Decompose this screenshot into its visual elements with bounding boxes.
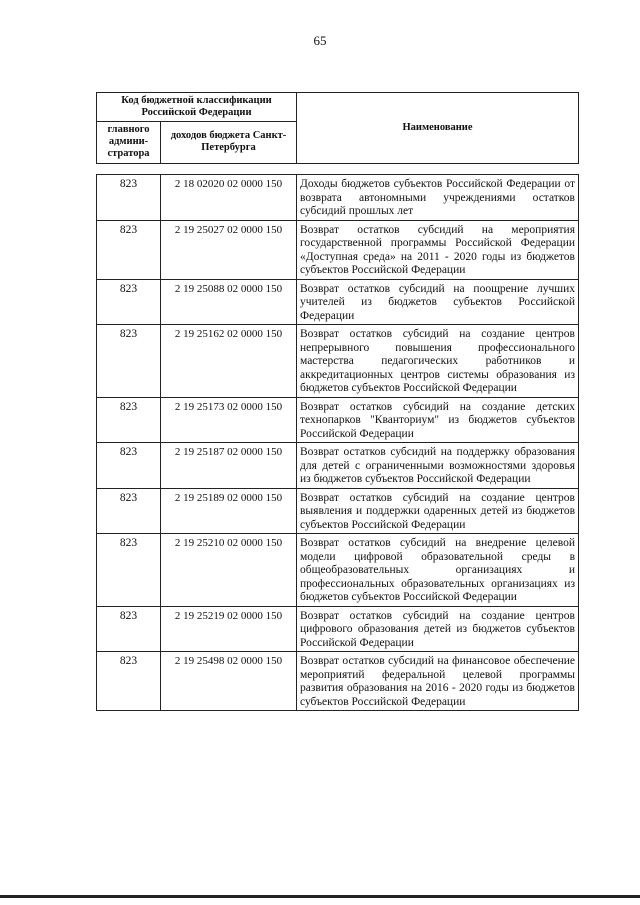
name-cell: Возврат остатков субсидий на создание центров выявления и поддержки одаренных детей из бюджетов субъектов Российской Федерации <box>297 488 579 534</box>
budget-codes-table <box>96 174 579 711</box>
name-column-header: Наименование <box>297 93 579 164</box>
income-code-cell: 2 19 25219 02 0000 150 <box>161 606 297 652</box>
income-code-cell: 2 19 25162 02 0000 150 <box>161 325 297 398</box>
budget-classification-header: Код бюджетной классификации Российской Федерации <box>97 93 297 122</box>
income-code-cell: 2 19 25088 02 0000 150 <box>161 279 297 325</box>
admin-code-cell: 823 <box>97 279 161 325</box>
name-cell: Возврат остатков субсидий на создание центров непрерывного повышения профессионального мастерства педагогических работников и аккредитационных центров системы образования из бюджетов субъектов Российской Федерации <box>297 325 579 398</box>
income-code-cell: 2 18 02020 02 0000 150 <box>161 175 297 221</box>
table-row <box>97 279 579 325</box>
income-code-cell: 2 19 25210 02 0000 150 <box>161 534 297 607</box>
table-row <box>97 652 579 711</box>
name-cell: Возврат остатков субсидий на поддержку образования для детей с ограниченными возможностями здоровья из бюджетов субъектов Российской Федерации <box>297 443 579 489</box>
name-cell: Возврат остатков субсидий на создание детских технопарков "Кванториум" из бюджетов субъектов Российской Федерации <box>297 397 579 443</box>
table-row <box>97 175 579 221</box>
table-row <box>97 325 579 398</box>
admin-column-header: главного админи-стратора <box>97 121 161 163</box>
income-code-cell: 2 19 25173 02 0000 150 <box>161 397 297 443</box>
admin-code-cell: 823 <box>97 652 161 711</box>
page-number: 65 <box>313 33 327 48</box>
income-code-cell: 2 19 25189 02 0000 150 <box>161 488 297 534</box>
admin-code-cell: 823 <box>97 488 161 534</box>
income-column-header: доходов бюджета Санкт-Петербурга <box>161 121 297 163</box>
table-row <box>97 488 579 534</box>
name-cell: Возврат остатков субсидий на создание центров цифрового образования детей из бюджетов субъектов Российской Федерации <box>297 606 579 652</box>
admin-code-cell: 823 <box>97 534 161 607</box>
income-code-cell: 2 19 25498 02 0000 150 <box>161 652 297 711</box>
name-cell: Доходы бюджетов субъектов Российской Федерации от возврата автономными учреждениями остатков субсидий прошлых лет <box>297 175 579 221</box>
table-row <box>97 397 579 443</box>
admin-code-cell: 823 <box>97 606 161 652</box>
admin-code-cell: 823 <box>97 325 161 398</box>
name-cell: Возврат остатков субсидий на мероприятия государственной программы Российской Федерации «Доступная среда» на 2011 - 2020 годы из бюджетов субъектов Российской Федерации <box>297 220 579 279</box>
name-cell: Возврат остатков субсидий на поощрение лучших учителей из бюджетов субъектов Российской Федерации <box>297 279 579 325</box>
table-row <box>97 443 579 489</box>
table-row <box>97 220 579 279</box>
table-row <box>97 534 579 607</box>
admin-code-cell: 823 <box>97 220 161 279</box>
admin-code-cell: 823 <box>97 397 161 443</box>
name-cell: Возврат остатков субсидий на финансовое обеспечение мероприятий федеральной целевой программы развития образования на 2016 - 2020 годы из бюджетов субъектов Российской Федерации <box>297 652 579 711</box>
column-header-table <box>96 92 579 164</box>
income-code-cell: 2 19 25187 02 0000 150 <box>161 443 297 489</box>
name-cell: Возврат остатков субсидий на внедрение целевой модели цифровой образовательной среды в общеобразовательных организациях и профессиональных образовательных организациях из бюджетов субъектов Российской Федерации <box>297 534 579 607</box>
admin-code-cell: 823 <box>97 175 161 221</box>
table-row <box>97 606 579 652</box>
admin-code-cell: 823 <box>97 443 161 489</box>
bottom-rule <box>0 895 640 898</box>
income-code-cell: 2 19 25027 02 0000 150 <box>161 220 297 279</box>
